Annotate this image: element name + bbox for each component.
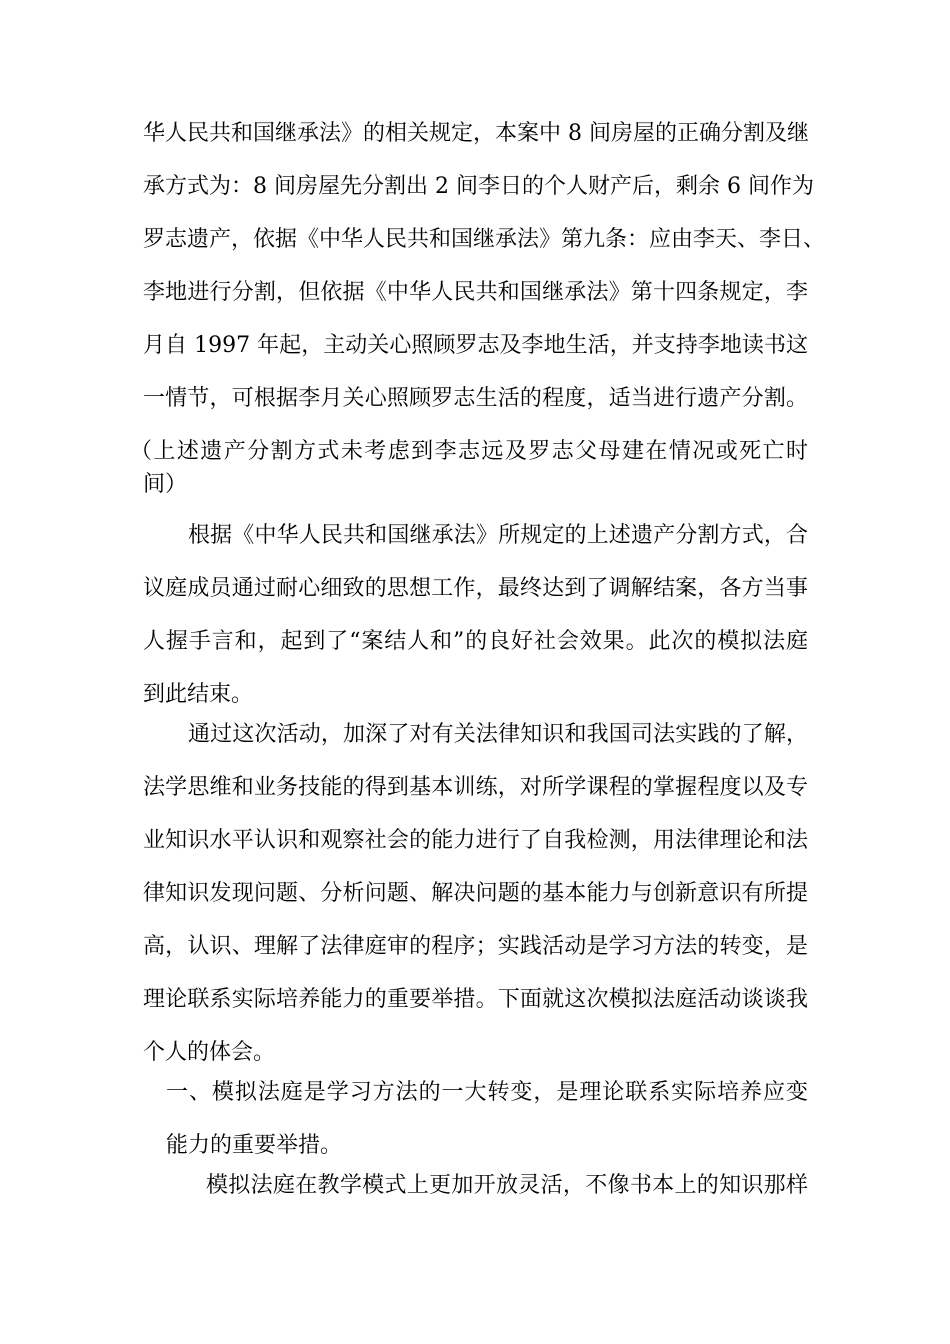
text-line: 一情节，可根据李月关心照顾罗志生活的程度，适当进行遗产分割。 (143, 386, 808, 411)
text-line: 间） (143, 472, 188, 497)
text-line: 个人的体会。 (143, 1040, 276, 1065)
paragraph-start-line: 通过这次活动，加深了对有关法律知识和我国司法实践的了解， (188, 722, 808, 747)
section-heading-line: 能力的重要举措。 (166, 1133, 343, 1158)
text-line: 议庭成员通过耐心细致的思想工作，最终达到了调解结案，各方当事 (143, 576, 808, 601)
text-line: 到此结束。 (143, 682, 254, 707)
text-line: 承方式为：8 间房屋先分割出 2 间李日的个人财产后，剩余 6 间作为 (143, 174, 814, 199)
text-line: 业知识水平认识和观察社会的能力进行了自我检测，用法律理论和法 (143, 828, 808, 853)
text-line: 理论联系实际培养能力的重要举措。下面就这次模拟法庭活动谈谈我 (143, 987, 808, 1012)
text-line: 人握手言和，起到了“案结人和”的良好社会效果。此次的模拟法庭 (143, 629, 808, 654)
text-line: 华人民共和国继承法》的相关规定，本案中 8 间房屋的正确分割及继 (143, 121, 809, 146)
text-line: 法学思维和业务技能的得到基本训练，对所学课程的掌握程度以及专 (143, 775, 808, 800)
text-line: 高，认识、理解了法律庭审的程序；实践活动是学习方法的转变，是 (143, 934, 808, 959)
paragraph-start-line: 根据《中华人民共和国继承法》所规定的上述遗产分割方式，合 (188, 523, 808, 548)
paragraph-start-line: 模拟法庭在教学模式上更加开放灵活，不像书本上的知识那样 (206, 1173, 808, 1198)
section-heading-line: 一、模拟法庭是学习方法的一大转变，是理论联系实际培养应变 (166, 1080, 808, 1105)
text-line: （上述遗产分割方式未考虑到李志远及罗志父母建在情况或死亡时 (130, 439, 808, 464)
text-line: 李地进行分割，但依据《中华人民共和国继承法》第十四条规定，李 (143, 280, 808, 305)
text-line: 月自 1997 年起，主动关心照顾罗志及李地生活，并支持李地读书这 (143, 333, 808, 358)
text-line: 律知识发现问题、分析问题、解决问题的基本能力与创新意识有所提 (143, 881, 808, 906)
text-line: 罗志遗产，依据《中华人民共和国继承法》第九条：应由李天、李日、 (143, 227, 826, 252)
